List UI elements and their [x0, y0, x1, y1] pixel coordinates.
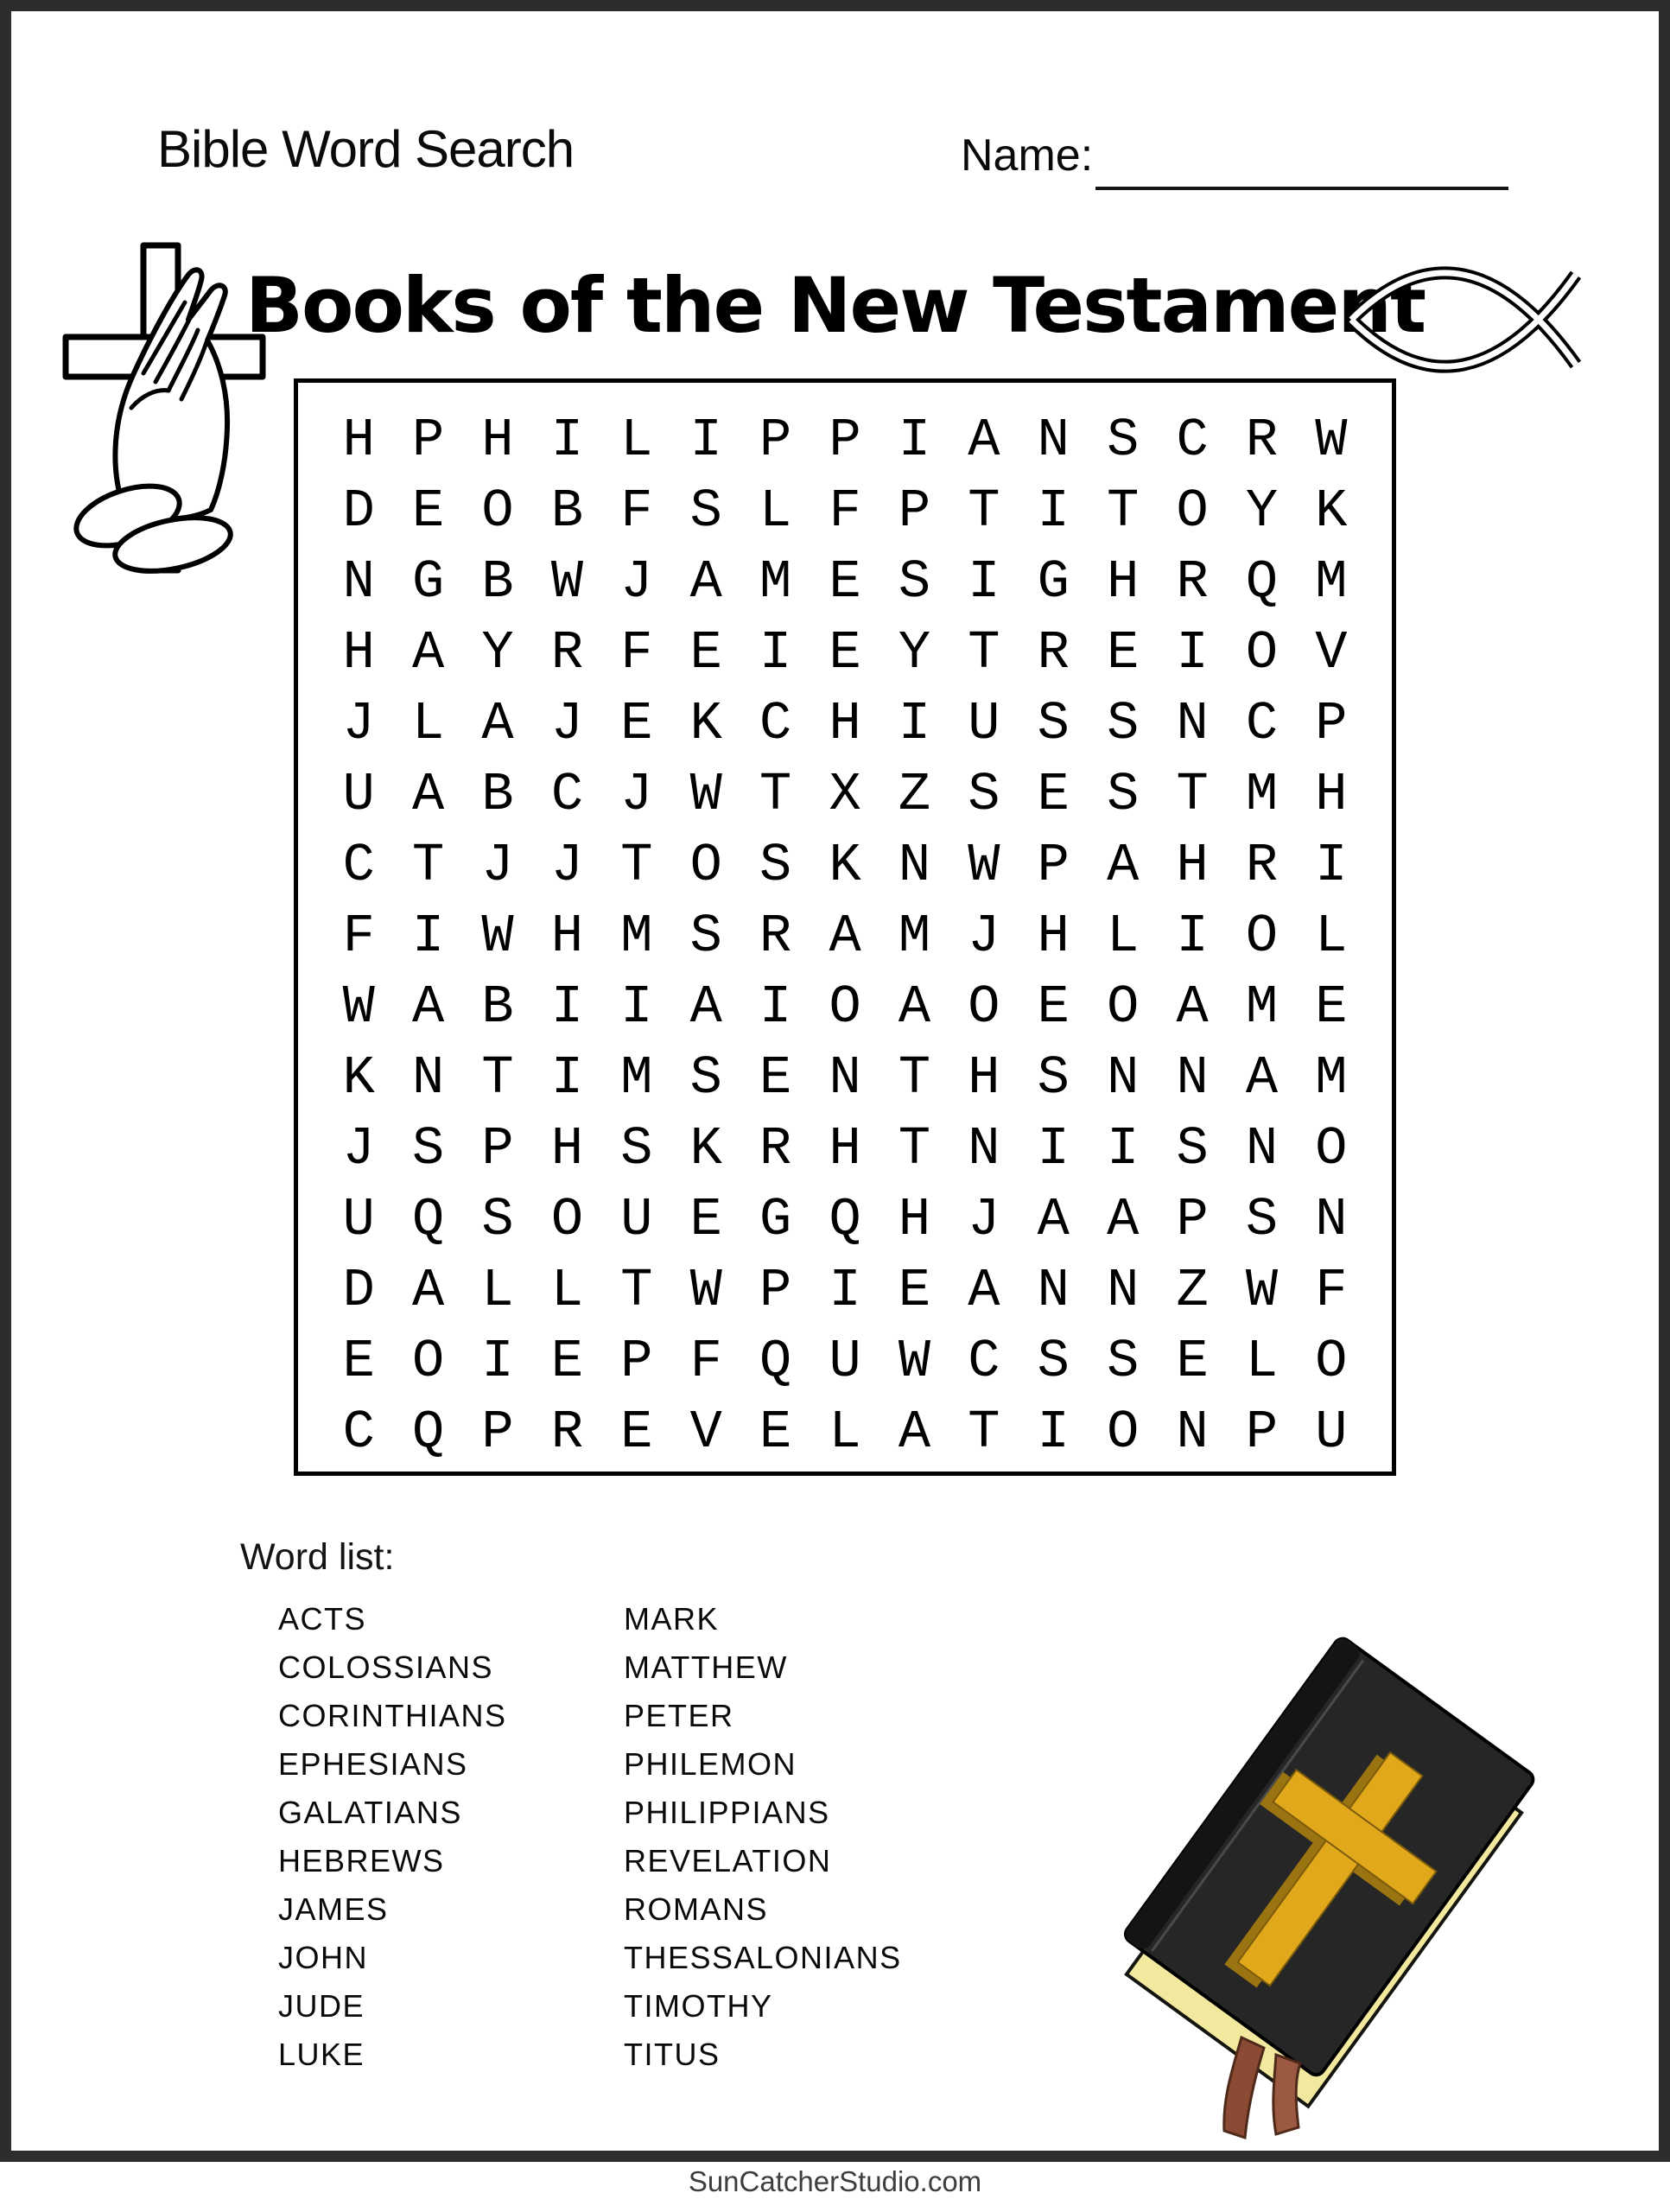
grid-cell: T: [412, 835, 445, 896]
word-search-grid: [294, 378, 1396, 1476]
grid-cell: T: [968, 622, 1000, 683]
grid-cell: S: [759, 835, 792, 896]
grid-cell: U: [1315, 1402, 1348, 1463]
word-list-item: THESSALONIANS: [624, 1940, 902, 1975]
grid-cell: L: [412, 693, 445, 754]
grid-cell: E: [1037, 764, 1070, 825]
grid-cell: C: [342, 1402, 375, 1463]
grid-cell: N: [1037, 1260, 1070, 1321]
bible-cross-icon: [1006, 1605, 1577, 2158]
grid-cell: M: [898, 906, 931, 967]
grid-cell: F: [620, 480, 653, 542]
grid-cell: P: [620, 1331, 653, 1392]
word-list-item: PHILIPPIANS: [624, 1795, 830, 1830]
grid-cell: O: [1245, 622, 1279, 683]
grid-cell: Z: [1176, 1260, 1209, 1321]
grid-cell: L: [829, 1402, 861, 1463]
grid-cell: W: [968, 835, 1000, 896]
grid-cell: S: [898, 551, 931, 613]
grid-cell: Z: [898, 764, 931, 825]
grid-cell: P: [1037, 835, 1070, 896]
grid-cell: S: [1107, 1331, 1140, 1392]
grid-cell: I: [1037, 480, 1070, 542]
grid-cell: S: [1107, 410, 1140, 471]
grid-cell: E: [759, 1047, 792, 1109]
grid-cell: N: [829, 1047, 861, 1109]
grid-cell: I: [898, 410, 931, 471]
grid-cell: E: [689, 622, 722, 683]
grid-cell: S: [1245, 1189, 1279, 1250]
grid-cell: T: [1107, 480, 1140, 542]
grid-cell: E: [689, 1189, 722, 1250]
word-list-item: JOHN: [278, 1940, 368, 1975]
grid-cell: E: [412, 480, 445, 542]
grid-cell: H: [829, 1118, 861, 1179]
grid-cell: A: [689, 551, 722, 613]
grid-cell: T: [759, 764, 792, 825]
grid-cell: Y: [481, 622, 514, 683]
grid-cell: O: [1176, 480, 1209, 542]
word-list-item: JAMES: [278, 1891, 389, 1927]
grid-cell: F: [620, 622, 653, 683]
grid-row: [324, 830, 1366, 901]
grid-cell: R: [1037, 622, 1070, 683]
grid-cell: E: [620, 1402, 653, 1463]
grid-cell: D: [342, 1260, 375, 1321]
grid-cell: T: [898, 1118, 931, 1179]
word-list-item: ACTS: [278, 1601, 367, 1637]
grid-cell: M: [759, 551, 792, 613]
grid-cell: W: [898, 1331, 931, 1392]
grid-cell: S: [481, 1189, 514, 1250]
grid-row: [324, 405, 1366, 476]
grid-cell: S: [412, 1118, 445, 1179]
grid-cell: M: [620, 906, 653, 967]
grid-cell: J: [550, 693, 584, 754]
grid-row: [324, 760, 1366, 830]
grid-cell: O: [1315, 1331, 1348, 1392]
grid-cell: P: [898, 480, 931, 542]
grid-cell: A: [412, 976, 445, 1038]
grid-cell: P: [1245, 1402, 1279, 1463]
grid-cell: U: [968, 693, 1000, 754]
grid-cell: N: [1176, 1047, 1209, 1109]
grid-cell: O: [550, 1189, 584, 1250]
grid-cell: J: [342, 1118, 375, 1179]
grid-cell: A: [1176, 976, 1209, 1038]
grid-cell: I: [1176, 622, 1209, 683]
grid-cell: G: [412, 551, 445, 613]
grid-cell: O: [412, 1331, 445, 1392]
word-list-column-left: [278, 1595, 507, 2079]
name-blank-line: [1095, 150, 1508, 190]
grid-cell: A: [1107, 835, 1140, 896]
grid-cell: F: [1315, 1260, 1348, 1321]
grid-cell: E: [829, 551, 861, 613]
grid-cell: L: [1107, 906, 1140, 967]
grid-cell: N: [968, 1118, 1000, 1179]
grid-cell: Q: [412, 1189, 445, 1250]
grid-cell: N: [1037, 410, 1070, 471]
grid-cell: N: [898, 835, 931, 896]
grid-cell: F: [342, 906, 375, 967]
word-list-item: REVELATION: [624, 1843, 832, 1878]
grid-cell: L: [550, 1260, 584, 1321]
grid-cell: I: [550, 410, 584, 471]
grid-cell: N: [1315, 1189, 1348, 1250]
grid-cell: P: [481, 1402, 514, 1463]
grid-cell: E: [1107, 622, 1140, 683]
grid-cell: E: [342, 1331, 375, 1392]
grid-cell: R: [550, 622, 584, 683]
grid-cell: C: [968, 1331, 1000, 1392]
grid-cell: A: [1037, 1189, 1070, 1250]
grid-cell: B: [481, 764, 514, 825]
grid-cell: H: [481, 410, 514, 471]
grid-row: [324, 689, 1366, 760]
grid-cell: H: [550, 1118, 584, 1179]
grid-cell: I: [898, 693, 931, 754]
grid-cell: A: [412, 1260, 445, 1321]
grid-cell: U: [342, 1189, 375, 1250]
grid-cell: J: [481, 835, 514, 896]
grid-cell: A: [968, 410, 1000, 471]
grid-cell: P: [481, 1118, 514, 1179]
grid-cell: J: [620, 764, 653, 825]
grid-cell: G: [759, 1189, 792, 1250]
grid-cell: B: [481, 551, 514, 613]
grid-row: [324, 1043, 1366, 1114]
grid-cell: E: [1037, 976, 1070, 1038]
word-list-item: EPHESIANS: [278, 1746, 468, 1782]
grid-cell: H: [342, 622, 375, 683]
grid-cell: P: [1176, 1189, 1209, 1250]
grid-cell: I: [1315, 835, 1348, 896]
grid-cell: J: [620, 551, 653, 613]
grid-cell: K: [342, 1047, 375, 1109]
grid-cell: O: [689, 835, 722, 896]
word-list-item: PHILEMON: [624, 1746, 797, 1782]
grid-cell: C: [550, 764, 584, 825]
grid-cell: H: [898, 1189, 931, 1250]
grid-cell: A: [829, 906, 861, 967]
grid-cell: Y: [898, 622, 931, 683]
grid-cell: Y: [1245, 480, 1279, 542]
word-list-item: MATTHEW: [624, 1649, 788, 1685]
grid-cell: U: [342, 764, 375, 825]
grid-cell: E: [620, 693, 653, 754]
grid-cell: T: [481, 1047, 514, 1109]
grid-cell: Q: [759, 1331, 792, 1392]
grid-cell: A: [968, 1260, 1000, 1321]
grid-row: [324, 1326, 1366, 1397]
grid-cell: P: [759, 410, 792, 471]
grid-cell: W: [481, 906, 514, 967]
word-list-item: ROMANS: [624, 1891, 769, 1927]
grid-cell: I: [550, 976, 584, 1038]
word-list-item: COLOSSIANS: [278, 1649, 494, 1685]
grid-cell: A: [898, 1402, 931, 1463]
grid-cell: M: [1315, 1047, 1348, 1109]
grid-cell: N: [1176, 693, 1209, 754]
ichthys-fish-icon: [1341, 252, 1587, 386]
grid-cell: J: [550, 835, 584, 896]
grid-cell: L: [481, 1260, 514, 1321]
grid-cell: H: [1037, 906, 1070, 967]
page-title: Bible Word Search: [157, 120, 575, 178]
word-list-item: PETER: [624, 1698, 734, 1733]
word-list-label: Word list:: [240, 1536, 395, 1578]
grid-cell: W: [689, 1260, 722, 1321]
grid-cell: M: [620, 1047, 653, 1109]
grid-row: [324, 901, 1366, 972]
grid-cell: A: [1245, 1047, 1279, 1109]
grid-cell: U: [829, 1331, 861, 1392]
grid-cell: N: [1245, 1118, 1279, 1179]
grid-cell: T: [620, 835, 653, 896]
word-list-item: LUKE: [278, 2037, 365, 2072]
grid-cell: S: [689, 480, 722, 542]
grid-row: [324, 547, 1366, 618]
grid-cell: W: [1245, 1260, 1279, 1321]
grid-cell: W: [342, 976, 375, 1038]
grid-cell: S: [1176, 1118, 1209, 1179]
grid-cell: V: [689, 1402, 722, 1463]
grid-cell: O: [1315, 1118, 1348, 1179]
grid-cell: H: [342, 410, 375, 471]
grid-cell: O: [1107, 976, 1140, 1038]
grid-cell: S: [1107, 764, 1140, 825]
grid-cell: H: [1107, 551, 1140, 613]
grid-cell: I: [968, 551, 1000, 613]
grid-cell: I: [412, 906, 445, 967]
grid-cell: Q: [412, 1402, 445, 1463]
grid-cell: O: [481, 480, 514, 542]
grid-cell: C: [1176, 410, 1209, 471]
grid-cell: I: [550, 1047, 584, 1109]
grid-cell: I: [481, 1331, 514, 1392]
grid-cell: O: [1107, 1402, 1140, 1463]
grid-row: [324, 1114, 1366, 1185]
grid-cell: P: [829, 410, 861, 471]
grid-cell: K: [1315, 480, 1348, 542]
grid-cell: I: [759, 622, 792, 683]
word-list-item: MARK: [624, 1601, 720, 1637]
grid-cell: N: [1176, 1402, 1209, 1463]
grid-row: [324, 1397, 1366, 1468]
grid-cell: R: [1245, 410, 1279, 471]
grid-cell: P: [1315, 693, 1348, 754]
grid-cell: W: [550, 551, 584, 613]
grid-cell: B: [550, 480, 584, 542]
grid-cell: K: [689, 1118, 722, 1179]
grid-cell: S: [1037, 1047, 1070, 1109]
word-list-item: TITUS: [624, 2037, 721, 2072]
grid-cell: M: [1245, 764, 1279, 825]
word-list-item: CORINTHIANS: [278, 1698, 507, 1733]
grid-cell: S: [689, 906, 722, 967]
grid-row: [324, 1255, 1366, 1326]
grid-cell: S: [1037, 693, 1070, 754]
grid-cell: S: [620, 1118, 653, 1179]
grid-cell: R: [1245, 835, 1279, 896]
grid-cell: E: [550, 1331, 584, 1392]
grid-cell: S: [968, 764, 1000, 825]
grid-cell: G: [1037, 551, 1070, 613]
grid-cell: X: [829, 764, 861, 825]
grid-cell: A: [1107, 1189, 1140, 1250]
grid-cell: P: [759, 1260, 792, 1321]
grid-cell: I: [1176, 906, 1209, 967]
grid-cell: E: [1176, 1331, 1209, 1392]
grid-cell: L: [759, 480, 792, 542]
grid-cell: H: [550, 906, 584, 967]
grid-cell: H: [1315, 764, 1348, 825]
word-list-item: TIMOTHY: [624, 1988, 773, 2024]
grid-cell: O: [968, 976, 1000, 1038]
puzzle-title: Books of the New Testament: [244, 261, 1426, 350]
word-list-column-right: [624, 1595, 902, 2079]
grid-cell: R: [759, 1118, 792, 1179]
grid-cell: E: [898, 1260, 931, 1321]
grid-cell: I: [829, 1260, 861, 1321]
grid-cell: S: [1037, 1331, 1070, 1392]
grid-cell: S: [689, 1047, 722, 1109]
grid-cell: R: [550, 1402, 584, 1463]
grid-cell: V: [1315, 622, 1348, 683]
grid-cell: A: [412, 622, 445, 683]
grid-cell: Q: [1245, 551, 1279, 613]
grid-cell: D: [342, 480, 375, 542]
grid-cell: N: [1107, 1047, 1140, 1109]
grid-cell: C: [342, 835, 375, 896]
grid-cell: H: [829, 693, 861, 754]
grid-cell: M: [1315, 551, 1348, 613]
grid-cell: N: [342, 551, 375, 613]
grid-cell: C: [759, 693, 792, 754]
grid-cell: P: [412, 410, 445, 471]
grid-cell: I: [1107, 1118, 1140, 1179]
grid-cell: E: [829, 622, 861, 683]
name-label: Name:: [961, 130, 1094, 181]
grid-cell: T: [898, 1047, 931, 1109]
grid-cell: E: [1315, 976, 1348, 1038]
grid-cell: I: [759, 976, 792, 1038]
grid-cell: O: [829, 976, 861, 1038]
grid-cell: W: [1315, 410, 1348, 471]
grid-cell: J: [342, 693, 375, 754]
grid-cell: F: [829, 480, 861, 542]
grid-row: [324, 618, 1366, 689]
word-list-item: HEBREWS: [278, 1843, 445, 1878]
grid-cell: J: [968, 1189, 1000, 1250]
grid-cell: Q: [829, 1189, 861, 1250]
grid-cell: F: [689, 1331, 722, 1392]
grid-cell: I: [1037, 1118, 1070, 1179]
grid-cell: T: [968, 480, 1000, 542]
grid-cell: A: [481, 693, 514, 754]
grid-cell: N: [412, 1047, 445, 1109]
grid-cell: N: [1107, 1260, 1140, 1321]
grid-cell: J: [968, 906, 1000, 967]
grid-cell: M: [1245, 976, 1279, 1038]
grid-cell: I: [1037, 1402, 1070, 1463]
grid-cell: L: [1315, 906, 1348, 967]
word-list-item: GALATIANS: [278, 1795, 462, 1830]
grid-cell: A: [412, 764, 445, 825]
grid-cell: I: [689, 410, 722, 471]
grid-cell: H: [1176, 835, 1209, 896]
grid-cell: U: [620, 1189, 653, 1250]
grid-cell: R: [759, 906, 792, 967]
grid-row: [324, 972, 1366, 1043]
grid-cell: K: [689, 693, 722, 754]
grid-cell: H: [968, 1047, 1000, 1109]
grid-cell: K: [829, 835, 861, 896]
grid-cell: T: [620, 1260, 653, 1321]
word-list-item: JUDE: [278, 1988, 365, 2024]
grid-cell: C: [1245, 693, 1279, 754]
grid-cell: O: [1245, 906, 1279, 967]
grid-cell: L: [1245, 1331, 1279, 1392]
grid-cell: A: [689, 976, 722, 1038]
grid-cell: A: [898, 976, 931, 1038]
grid-row: [324, 1185, 1366, 1255]
grid-cell: T: [968, 1402, 1000, 1463]
grid-cell: L: [620, 410, 653, 471]
grid-cell: E: [759, 1402, 792, 1463]
grid-row: [324, 476, 1366, 547]
grid-cell: I: [620, 976, 653, 1038]
grid-cell: S: [1107, 693, 1140, 754]
grid-cell: T: [1176, 764, 1209, 825]
footer-credit: SunCatcherStudio.com: [688, 2165, 982, 2197]
grid-cell: B: [481, 976, 514, 1038]
grid-cell: W: [689, 764, 722, 825]
grid-cell: R: [1176, 551, 1209, 613]
